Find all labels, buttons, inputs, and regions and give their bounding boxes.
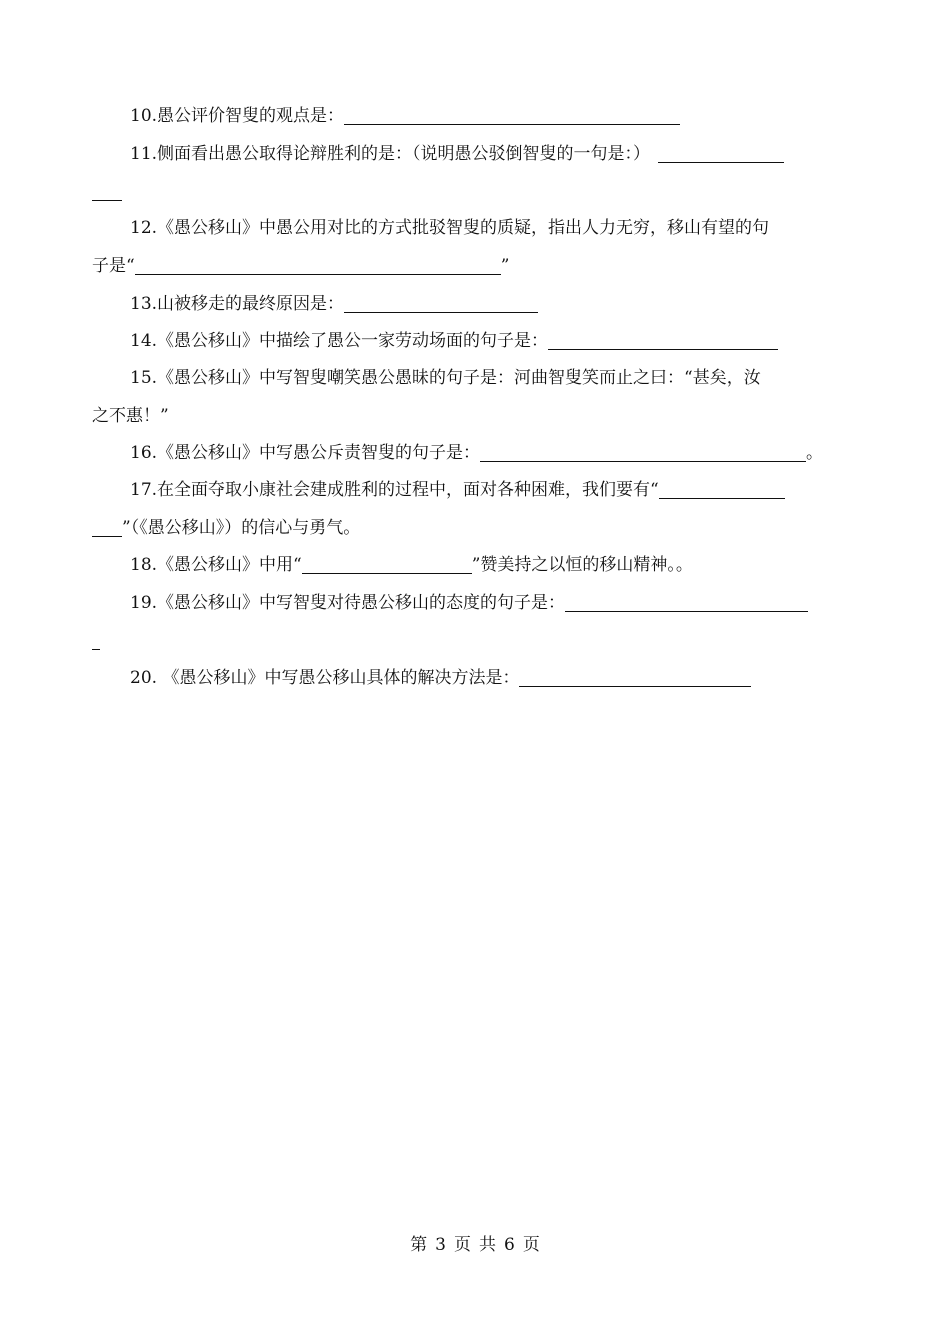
answer-blank-10[interactable] <box>344 106 680 125</box>
answer-blank-17[interactable] <box>659 480 785 499</box>
question-12-continuation <box>92 254 862 278</box>
answer-blank-16[interactable] <box>480 443 806 462</box>
question-14 <box>130 329 900 353</box>
question-16 <box>130 441 900 465</box>
question-16-suffix: 。 <box>806 443 824 463</box>
question-17-line1: 17.在全面夺取小康社会建成胜利的过程中，面对各种困难，我们要有“ <box>130 480 659 500</box>
answer-blank-14[interactable] <box>548 331 778 350</box>
question-10-text: 10.愚公评价智叟的观点是： <box>130 106 345 126</box>
answer-blank-11-continued[interactable] <box>92 182 122 201</box>
question-17-continuation <box>92 516 862 540</box>
answer-blank-20[interactable] <box>519 668 751 687</box>
answer-blank-11[interactable] <box>658 144 784 163</box>
question-18 <box>130 553 900 577</box>
question-10 <box>130 104 900 128</box>
footer-di: 第 <box>410 1235 428 1255</box>
question-13-text: 13.山被移走的最终原因是： <box>130 294 345 314</box>
question-20 <box>130 666 900 690</box>
question-15-line2: 之不惠！” <box>92 406 169 426</box>
question-20-text: 20. 《愚公移山》中写愚公移山具体的解决方法是： <box>130 668 520 688</box>
question-19 <box>130 591 900 615</box>
question-19-continuation <box>92 629 862 653</box>
question-18-prefix: 18.《愚公移山》中用“ <box>130 555 302 575</box>
question-15-line1: 15.《愚公移山》中写智叟嘲笑愚公愚昧的句子是：河曲智叟笑而止之曰：“甚矣，汝 <box>130 368 761 388</box>
footer-current-page: 3 <box>435 1235 446 1255</box>
answer-blank-12[interactable] <box>135 256 501 275</box>
question-11 <box>130 142 900 166</box>
answer-blank-13[interactable] <box>344 294 538 313</box>
question-17 <box>130 478 900 502</box>
question-11-continuation <box>92 180 862 204</box>
answer-blank-18[interactable] <box>302 555 472 574</box>
question-11-text: 11.侧面看出愚公取得论辩胜利的是：（说明愚公驳倒智叟的一句是：） <box>130 144 651 164</box>
footer-total-pages: 6 <box>504 1235 515 1255</box>
question-16-text: 16.《愚公移山》中写愚公斥责智叟的句子是： <box>130 443 481 463</box>
question-12-prefix: 子是“ <box>92 256 135 276</box>
question-12-suffix: ” <box>500 256 510 276</box>
question-12-line1: 12.《愚公移山》中愚公用对比的方式批驳智叟的质疑，指出人力无穷，移山有望的句 <box>130 218 770 238</box>
question-19-text: 19.《愚公移山》中写智叟对待愚公移山的态度的句子是： <box>130 593 566 613</box>
question-18-suffix: ”赞美持之以恒的移山精神。。 <box>471 555 693 575</box>
footer-gong: 共 <box>479 1235 496 1255</box>
question-15-continuation <box>92 404 862 428</box>
question-15 <box>130 366 900 390</box>
question-13 <box>130 292 900 316</box>
answer-blank-19[interactable] <box>565 593 808 612</box>
question-12 <box>130 216 900 240</box>
footer-ye-end: 页 <box>522 1235 540 1255</box>
question-14-text: 14.《愚公移山》中描绘了愚公一家劳动场面的句子是： <box>130 331 549 351</box>
footer-ye: 页 <box>454 1235 471 1255</box>
question-17-suffix: ”（《愚公移山》）的信心与勇气。 <box>122 518 361 538</box>
answer-blank-17-continued[interactable] <box>92 518 122 537</box>
answer-blank-19-continued[interactable] <box>92 631 100 650</box>
page-footer <box>0 1233 950 1257</box>
